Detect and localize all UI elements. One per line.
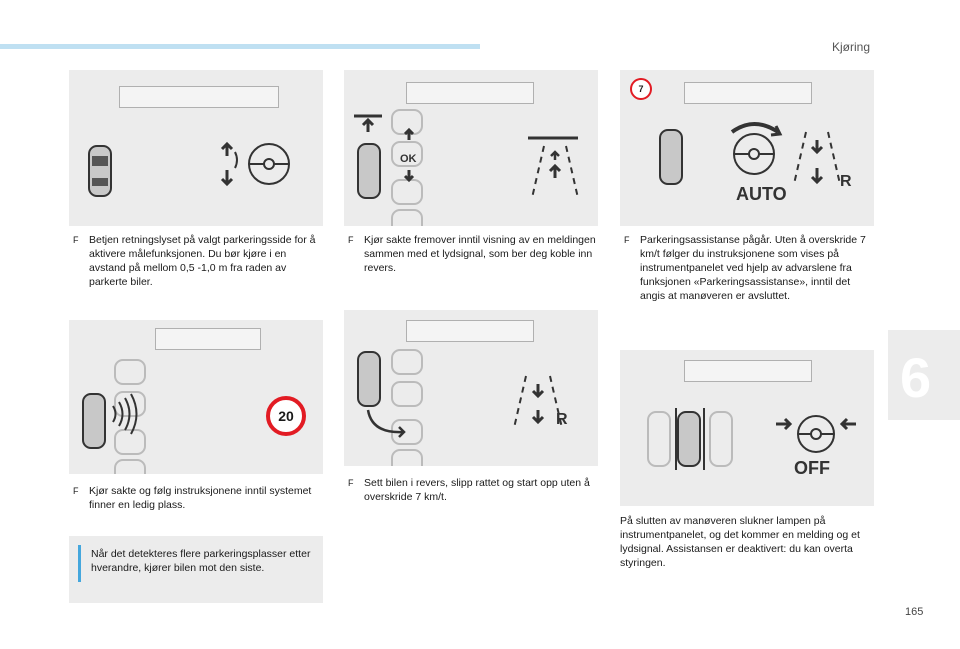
section-header: Kjøring: [832, 40, 871, 54]
illustration-auto-steering: [620, 70, 874, 226]
top-accent-bar: [0, 44, 480, 49]
illustration-scanning: [69, 320, 323, 474]
bullet-icon: F: [73, 486, 79, 496]
illustration-stop-signal: [344, 70, 598, 226]
off-label: OFF: [794, 458, 830, 478]
illustration-signal-measure: [69, 70, 323, 226]
ok-label: OK: [400, 153, 417, 165]
parked-off-icon: [620, 350, 874, 506]
illustration-end-manoeuvre: [620, 350, 874, 506]
info-accent-bar: [78, 545, 81, 582]
bullet-icon: F: [73, 235, 79, 245]
chapter-number: 6: [900, 346, 932, 409]
speed-limit-value: 20: [278, 408, 294, 424]
instruction-1: F Betjen retningslyset på valgt parkeringsside for å aktivere målefunksjonen. Du bør kjøre i en avstand på mellom 0,5 -1,0 m fra raden av parkerte biler.: [73, 234, 316, 288]
instruction-3: F Kjør sakte fremover inntil visning av en meldingen sammen med et lydsignal, som ber deg koble inn revers.: [348, 234, 596, 274]
bullet-icon: F: [624, 235, 630, 245]
end-note: På slutten av manøveren slukner lampen på instrumentpanelet, og det kommer en melding og et lydsignal. Assistansen er deaktivert: du kan overta styringen.: [620, 515, 860, 569]
step-badge-number: 7: [638, 84, 644, 94]
info-note: [69, 536, 323, 603]
forward-guidance-icon: [344, 70, 598, 226]
reverse-label: R: [840, 173, 852, 190]
car-steering-icon: [69, 70, 323, 226]
auto-steering-icon: [620, 70, 874, 226]
illustration-reverse: [344, 310, 598, 466]
instruction-2: F Kjør sakte og følg instruksjonene inntil systemet finner en ledig plass.: [73, 485, 312, 511]
info-text: Når det detekteres flere parkeringsplasser etter hverandre, kjører bilen mot den siste.: [91, 548, 311, 574]
reverse-guidance-icon: [344, 310, 598, 466]
bullet-icon: F: [348, 235, 354, 245]
bullet-icon: F: [348, 478, 354, 488]
instruction-4: F Sett bilen i revers, slipp rattet og start opp uten å overskride 7 km/t.: [348, 477, 590, 503]
speed-limit-sign: [266, 396, 306, 436]
instruction-5: F Parkeringsassistanse pågår. Uten å overskride 7 km/t følger du instruksjonene som vises på instrumentpanelet ved hjelp av advarslene fra funksjonen «Parkeringsassistanse», inntil det angis at manøveren er avsluttet.: [624, 234, 866, 302]
auto-label: AUTO: [736, 184, 787, 204]
page-number: 165: [905, 606, 924, 618]
reverse-label: R: [556, 411, 568, 428]
